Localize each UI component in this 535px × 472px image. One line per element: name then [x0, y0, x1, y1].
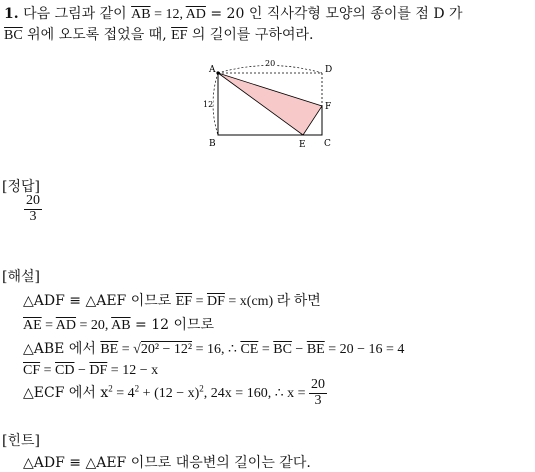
segment-ab: $\overline{AB}$ [111, 318, 131, 333]
result-denominator: 3 [314, 392, 322, 408]
segment-bc: $\overline{BC}$ [4, 28, 23, 43]
label-d: D [325, 65, 333, 75]
result-fraction [309, 378, 327, 408]
solution-text: = 20, [76, 318, 112, 333]
label-f: F [325, 102, 332, 112]
solution-text: = [118, 342, 134, 357]
dim-arc-ab [213, 73, 218, 135]
segment-df: $\overline{DF}$ [89, 363, 108, 378]
solution-text: = [192, 294, 207, 309]
solution-text: + (12 − x) [139, 386, 200, 402]
problem-text: 의 길이를 구하여라. [187, 27, 314, 43]
solution-text: = [258, 342, 274, 357]
solution-text: △ECF 에서 x [23, 385, 109, 402]
problem-line-1 [4, 3, 463, 23]
label-e: E [299, 140, 306, 150]
solution-text: = [41, 318, 56, 333]
segment-ef: $\overline{EF}$ [171, 28, 188, 43]
square-root: √20² − 12² [133, 342, 193, 357]
solution-text: − [291, 342, 307, 357]
segment-ab: $\overline{AB}$ [131, 7, 151, 22]
solution-text: = 20 − 16 = 4 [324, 342, 405, 357]
answer-header: [정답] [2, 179, 40, 195]
solution-line-3 [23, 338, 404, 358]
problem-text: 위에 오도록 접었을 때, [22, 27, 172, 43]
problem-text: = 20 인 직사각형 모양의 종이를 점 D 가 [205, 6, 463, 22]
solution-line-4 [23, 362, 158, 379]
exponent: 2 [134, 383, 140, 394]
result-numerator: 20 [311, 377, 325, 392]
radicand: 20² − 12² [140, 342, 193, 357]
segment-ad: $\overline{AD}$ [55, 318, 77, 333]
problem-number: 1. [4, 6, 19, 22]
solution-text: , 24x = 160, ∴ x = [203, 386, 309, 402]
hint-header: [힌트] [2, 433, 40, 449]
solution-line-5 [23, 378, 327, 408]
segment-cd: $\overline{CD}$ [55, 363, 75, 378]
solution-text: = 4 [112, 386, 135, 402]
solution-text: = [40, 363, 56, 378]
label-c: C [324, 139, 331, 149]
solution-text: △ADF ≡ △AEF 이므로 [23, 293, 176, 309]
length-ad: 20 [265, 59, 276, 68]
solution-text: △ABE 에서 [23, 341, 101, 357]
answer-numerator: 20 [26, 193, 40, 208]
folded-triangle [218, 73, 322, 135]
solution-text: = 12 이므로 [130, 317, 215, 333]
segment-ae: $\overline{AE}$ [23, 318, 42, 333]
exponent: 2 [108, 383, 113, 394]
point-a [216, 71, 219, 74]
segment-bc: $\overline{BC}$ [273, 342, 292, 357]
label-b: B [209, 139, 216, 149]
problem-text: 다음 그림과 같이 [23, 6, 132, 22]
solution-line-1 [23, 290, 321, 310]
problem-text: = 12, [150, 7, 186, 22]
label-a: A [209, 65, 216, 75]
segment-be: $\overline{BE}$ [306, 342, 325, 357]
segment-ad: $\overline{AD}$ [185, 7, 206, 22]
solution-text: = 12 − x [107, 363, 159, 378]
segment-ef: $\overline{EF}$ [175, 294, 193, 309]
length-ab: 12 [203, 100, 214, 109]
solution-text: = 16, ∴ [192, 342, 241, 357]
exponent: 2 [199, 383, 204, 394]
segment-be: $\overline{BE}$ [100, 342, 119, 357]
segment-ce: $\overline{CE}$ [240, 342, 259, 357]
solution-text: = x(cm) 라 하면 [224, 294, 321, 309]
solution-header: [해설] [2, 269, 40, 285]
segment-cf: $\overline{CF}$ [23, 363, 41, 378]
solution-text: − [74, 363, 90, 378]
segment-df: $\overline{DF}$ [206, 294, 225, 309]
answer-denominator: 3 [29, 208, 37, 224]
problem-line-2 [4, 24, 313, 44]
solution-line-2 [23, 314, 214, 334]
answer-fraction [24, 194, 42, 224]
hint-text: △ADF ≡ △AEF 이므로 대응변의 길이는 같다. [23, 455, 311, 471]
folded-rectangle-figure [200, 56, 340, 152]
